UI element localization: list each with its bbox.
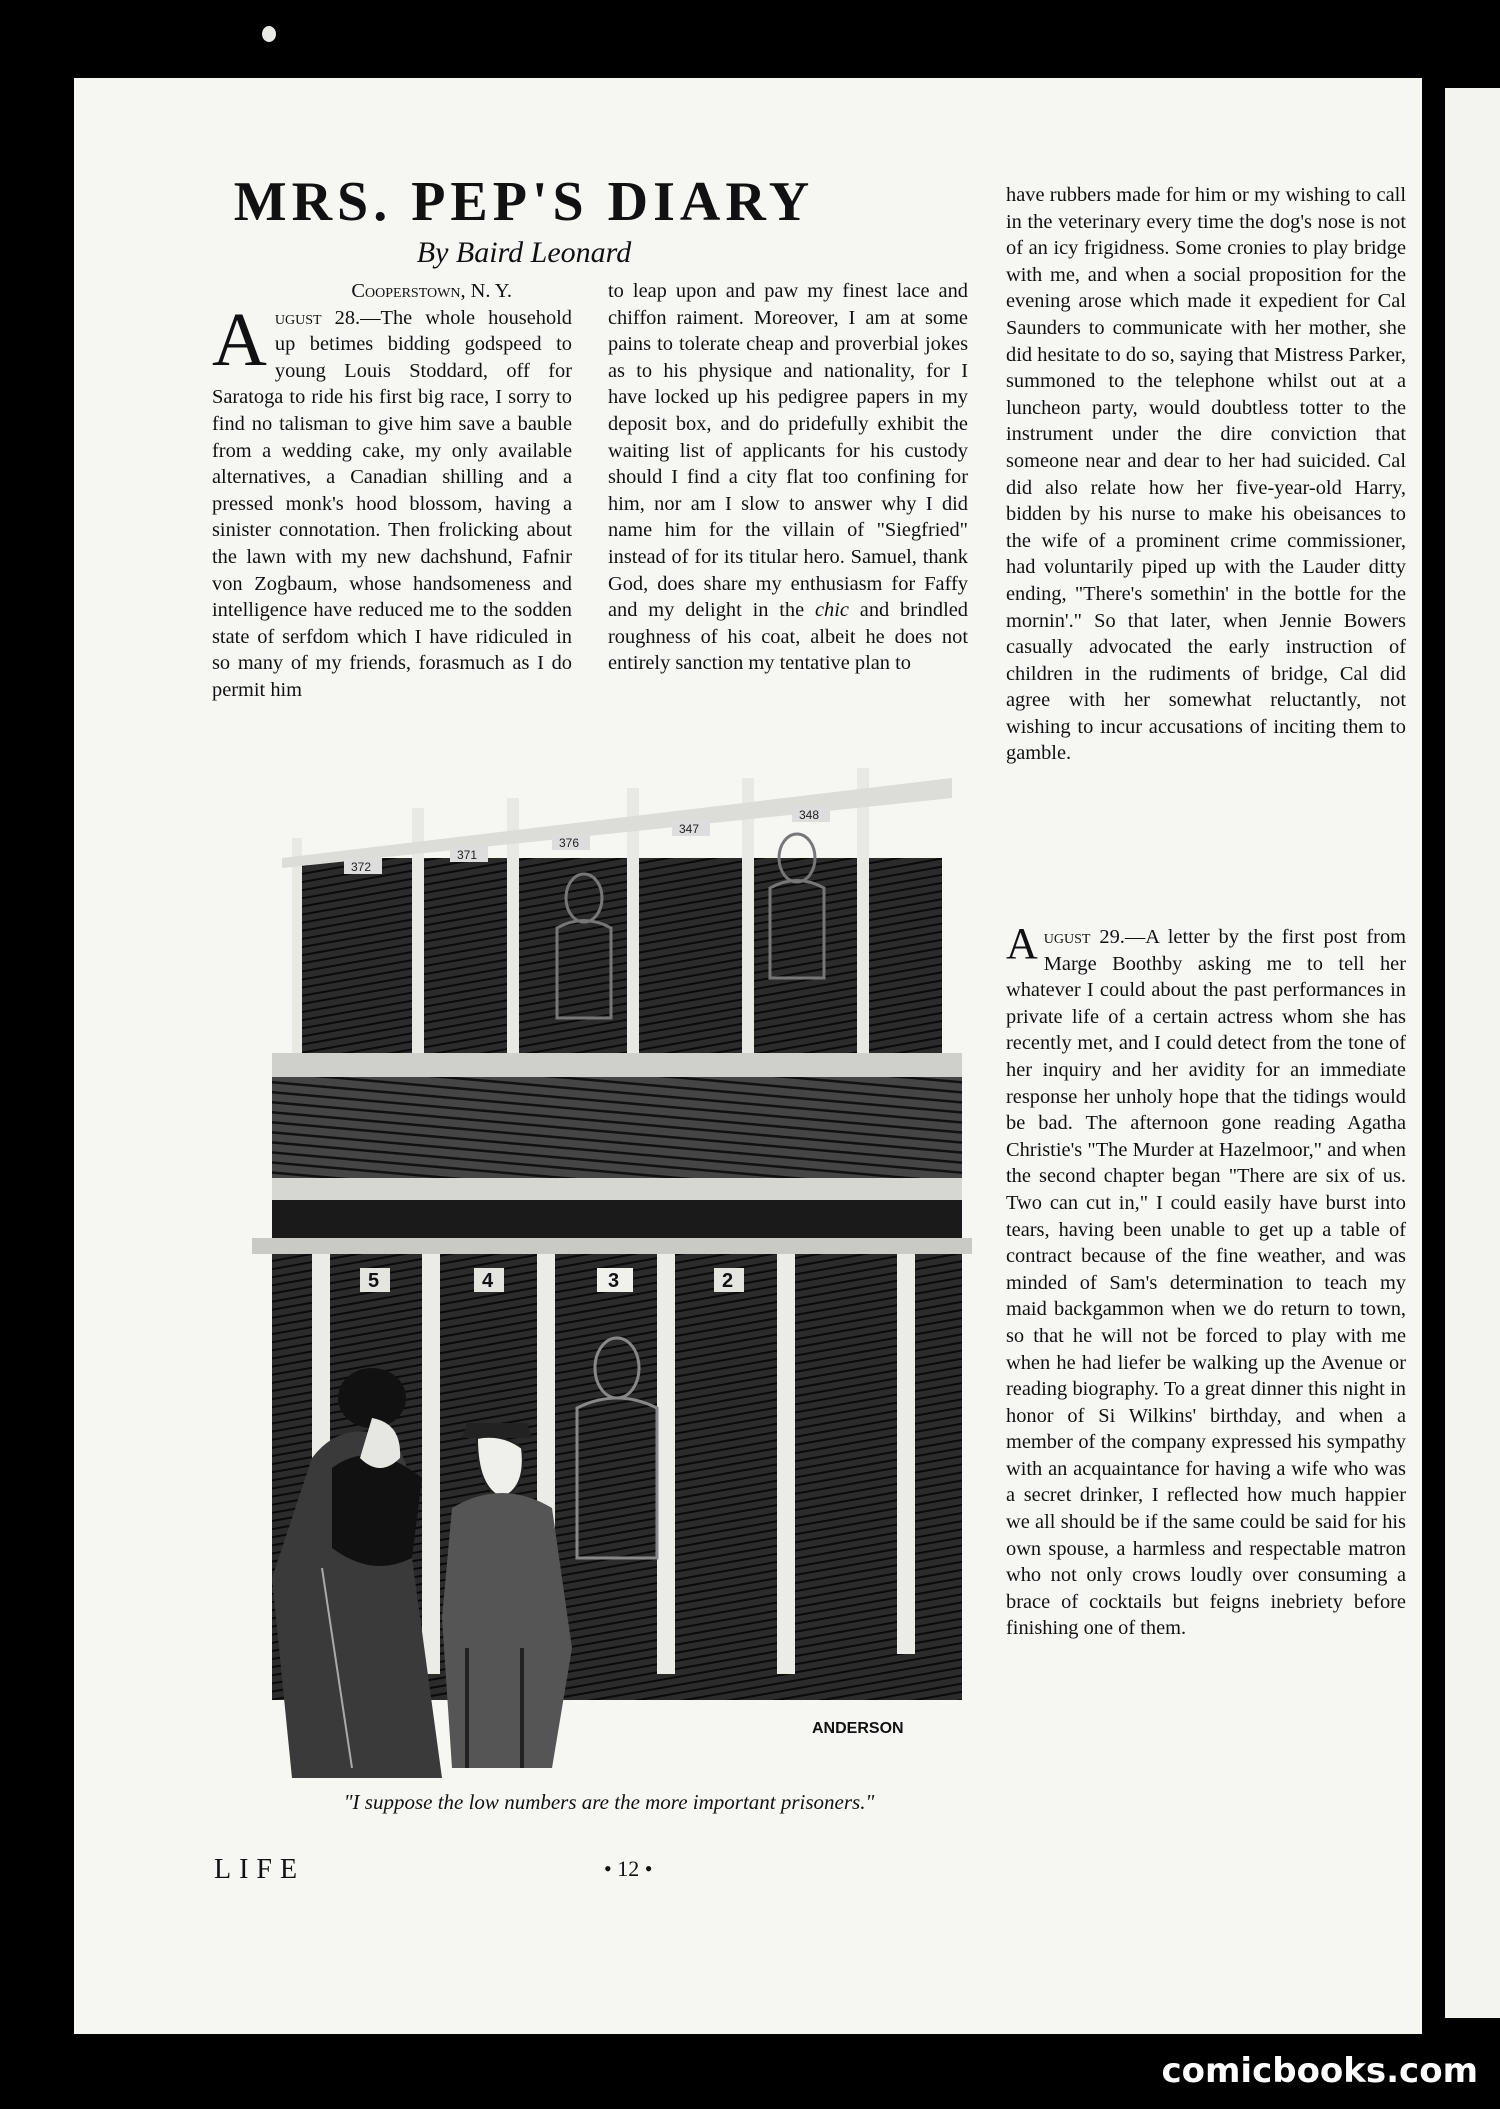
cell-number: 5 — [368, 1270, 380, 1292]
entry-continued — [608, 278, 968, 677]
entry-text-part: and brindled roughness of his coat, albeit he does not entirely sanction my tentative plan to — [608, 599, 968, 675]
entry-text: 29.—A letter by the first post from Marge Boothby asking me to tell her whatever I could about the past performances in private life of a certain actress whom she has recently met, and I could detect from the tone of her inquiry and her avidity for an immediate response her unholy hope that the tidings would be bad. The afternoon gone reading Agatha Christie's "The Murder at Hazelmoor," and when the second chapter began "There are six of us. Two can cut in," I could easily have burst into tears, having been unable to get up a table of contract because of the fine weather, and was minded of Sam's determination to teach my maid backgammon when we do return to town, so that he will not be forced to play with me when he had liefer be walking up the Avenue or reading biography. To a great dinner this night in honor of Si Wilkins' birthday, and when a member of the company expressed his sympathy with an acquaintance for having a wife who was a secret drinker, I reflected how much happier we all should be if the same could be said for his own spouse, a harmless and respectable matron who not only crows loudly over consuming a brace of cocktails but feigns inebriety before finishing one of them. — [1006, 926, 1406, 1640]
cell-number: 3 — [608, 1270, 620, 1292]
text-column-3-entry-2 — [1006, 919, 1406, 1642]
drop-cap: A — [1006, 919, 1038, 968]
page-number: • 12 • — [604, 1856, 653, 1881]
cartoon-caption: "I suppose the low numbers are the more important prisoners." — [343, 1790, 875, 1814]
cell-number: 371 — [457, 848, 478, 862]
text-column-2 — [608, 278, 968, 677]
cell-number: 347 — [679, 822, 700, 836]
article-title: MRS. PEP'S DIARY — [233, 171, 815, 233]
cartoon-illustration — [252, 768, 1014, 1778]
cell-number: 2 — [722, 1270, 734, 1292]
text-column-1 — [212, 278, 572, 704]
artist-signature: ANDERSON — [812, 1720, 904, 1737]
entry-text: 28.—The whole household up betimes bidding godspeed to young Louis Stoddard, off for Saratoga to ride his first big race, I sorry to find no talisman to give him save a bauble from a wedding cake, my only available alternatives, a Canadian shilling and a pressed monk's hood blossom, having a sinister connotation. Then frolicking about the lawn with my new dachshund, Fafnir von Zogbaum, whose handsomeness and intelligence have reduced me to the sodden state of serfdom which I have ridiculed in so many of my friends, forasmuch as I do permit him — [212, 306, 572, 701]
entry-continued-2: have rubbers made for him or my wishing to call in the veterinary every time the dog's nose is not of an icy frigidness. Some cronies to play bridge with me, and when a social proposition for the evening arose which made it expedient for Cal Saunders to communicate with her mother, she did hesitate to do so, saying that Mistress Parker, summoned to the telephone whilst out at a luncheon party, would doubtless totter to the instrument under the dire conviction that someone near and dear to her had suicided. Cal did also relate how her five-year-old Harry, bidden by his nurse to make his obeisances to the wife of a prominent crime commissioner, had voluntarily piped up with the Lauder ditty ending, "There's somethin' in the bottle for the mornin'." So that later, when Jennie Bowers casually advocated the early instruction of children in the rudiments of bridge, Cal did agree with her somewhat reluctantly, not wishing to incur accusations of inciting them to gamble. — [1006, 184, 1406, 765]
dust-speck — [262, 26, 276, 42]
cell-number: 376 — [559, 836, 580, 850]
entry-august-29 — [1006, 919, 1406, 1642]
article-byline: By Baird Leonard — [416, 236, 632, 269]
entry-august-28 — [212, 297, 572, 704]
watermark: comicbooks.com — [1161, 2051, 1478, 2091]
adjacent-page-edge — [1445, 88, 1500, 2018]
entry-text-part: to leap upon and paw my finest lace and chiffon raiment. Moreover, I am at some pains to tolerate cheap and proverbial jokes as to his physique and nationality, for I have locked up his pedigree papers in my deposit box, and do pridefully exhibit the waiting list of applicants for his custody should I find a city flat too confining for him, nor am I slow to answer why I did name him for the villain of "Siegfried" instead of for its titular hero. Samuel, thank God, does share my enthusiasm for Faffy and my delight in the — [608, 280, 968, 622]
italic-word: chic — [815, 599, 849, 622]
drop-cap: A — [212, 297, 267, 382]
text-column-3 — [1006, 182, 1406, 767]
entry-smallcaps: ugust — [274, 306, 322, 329]
cell-number: 4 — [482, 1270, 494, 1292]
dateline: Cooperstown, N. Y. — [351, 280, 512, 302]
cell-number: 372 — [351, 860, 372, 874]
magazine-page — [74, 78, 1422, 2034]
entry-smallcaps: ugust — [1043, 926, 1091, 948]
cell-number: 348 — [799, 808, 820, 822]
magazine-name: LIFE — [214, 1854, 306, 1885]
